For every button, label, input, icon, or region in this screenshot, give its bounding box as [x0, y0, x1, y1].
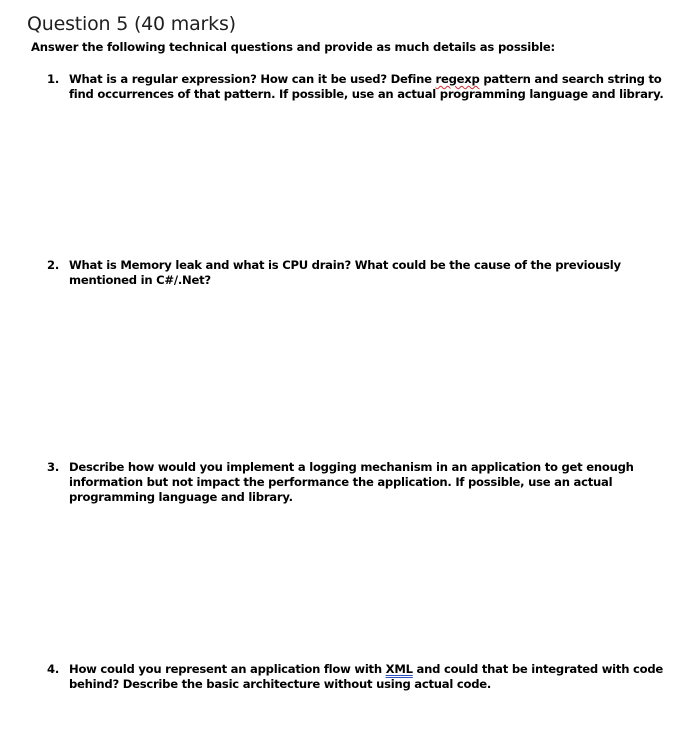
question-text-part: pattern and search string to find occurrences of that pattern. If possible, use an actual programming language and library. [69, 72, 664, 101]
question-number: 4. [47, 662, 59, 676]
question-item-2 [47, 258, 667, 288]
question-text: Describe how would you implement a logging mechanism in an application to get enough information but not impact the performance the application. If possible, use an actual programming language and library. [69, 460, 634, 504]
question-text [69, 72, 667, 102]
instructions-text: Answer the following technical questions and provide as much details as possible: [31, 40, 555, 54]
question-number: 1. [47, 72, 59, 86]
question-item-3 [47, 460, 667, 505]
question-text-part: How could you represent an application flow with [69, 662, 386, 676]
question-heading: Question 5 (40 marks) [27, 13, 236, 35]
question-text [69, 662, 667, 692]
question-text-part: and could that be integrated with code behind? Describe the basic architecture without using actual code. [69, 662, 663, 691]
question-text: What is Memory leak and what is CPU drain? What could be the cause of the previously mentioned in C#/.Net? [69, 258, 621, 287]
question-item-4 [47, 662, 667, 692]
spellcheck-flagged-word[interactable]: regexp [435, 72, 480, 86]
question-item-1 [47, 72, 667, 102]
question-number: 3. [47, 460, 59, 474]
question-number: 2. [47, 258, 59, 272]
grammar-flagged-word[interactable]: XML [385, 662, 413, 676]
question-text-part: What is a regular expression? How can it be used? Define [69, 72, 436, 86]
